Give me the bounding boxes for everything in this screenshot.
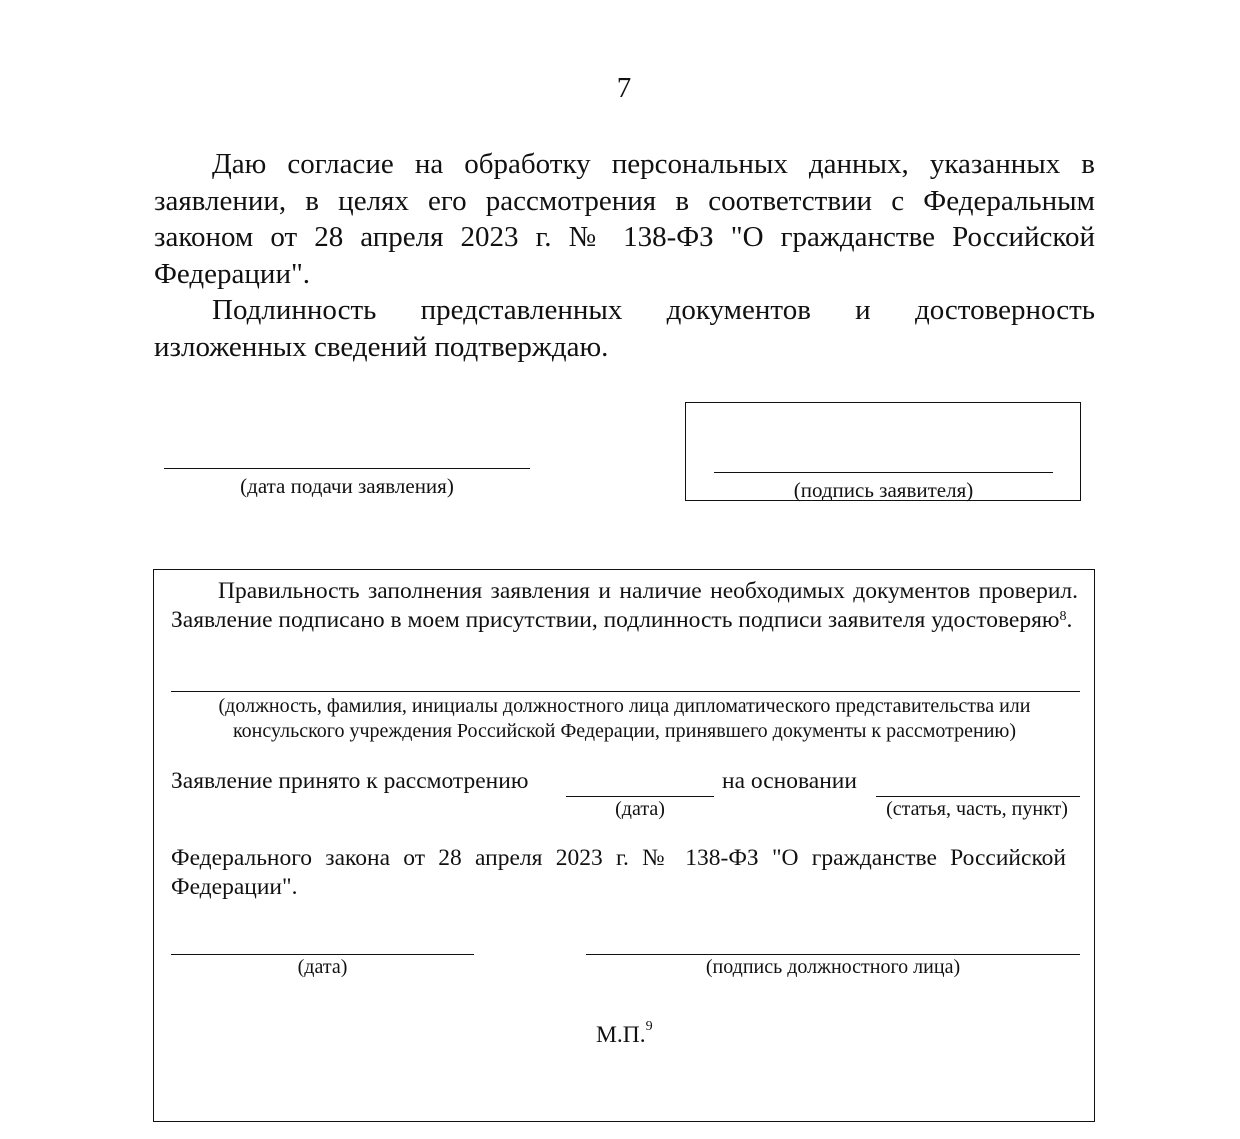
basis-caption: (статья, часть, пункт) [886,798,1068,820]
accepted-label: Заявление принято к рассмотрению [171,768,529,794]
stamp-place-label: М.П. [596,1022,646,1048]
official-name-line[interactable] [171,691,1080,692]
basis-line[interactable] [876,796,1080,797]
consent-paragraph: Даю согласие на обработку персональных данных, указанных в заявлении, в целях его рассмотрения в соответствии с Федеральным законом от 28 апреля 2023 г. № 138-ФЗ "О гражданстве Российской Федерации". [154,148,1095,290]
stamp-place [596,1019,653,1049]
official-signature-line[interactable] [586,954,1080,955]
submission-date-line[interactable] [164,468,530,469]
official-date-caption: (дата) [297,956,348,978]
authenticity-paragraph: Подлинность представленных документов и достоверность изложенных сведений подтверждаю. [154,294,1095,363]
applicant-signature-line[interactable] [714,472,1053,473]
official-name-caption: (должность, фамилия, инициалы должностного лица дипломатического представительства или консульского учреждения Российской Федерации, принявшего документы к рассмотрению) [218,695,1031,742]
verification-end: . [1066,606,1073,633]
verification-text: Правильность заполнения заявления и наличие необходимых документов проверил. Заявление подписано в моем присутствии, подлинность подписи заявителя удостоверяю [171,578,1078,633]
verification-footnote: 8 [1059,608,1067,624]
stamp-footnote: 9 [645,1019,653,1034]
submission-date-caption: (дата подачи заявления) [240,474,454,498]
official-date-line[interactable] [171,954,474,955]
page-number: 7 [616,72,632,104]
applicant-signature-caption: (подпись заявителя) [793,478,974,502]
verification-paragraph [171,577,1078,634]
accepted-date-caption: (дата) [615,798,665,820]
basis-label: на основании [722,768,857,794]
official-signature-caption: (подпись должностного лица) [705,956,961,978]
law-reference: Федерального закона от 28 апреля 2023 г. № 138-ФЗ "О гражданстве Российской Федерации". [171,845,1066,900]
accepted-date-line[interactable] [566,796,714,797]
